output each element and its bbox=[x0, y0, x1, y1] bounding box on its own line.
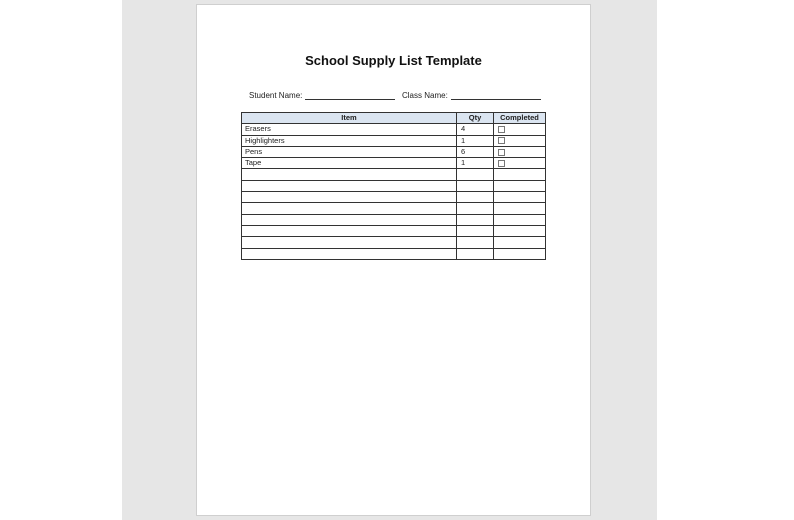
completed-checkbox[interactable] bbox=[498, 126, 505, 133]
item-cell[interactable] bbox=[242, 203, 457, 214]
table-row bbox=[242, 158, 546, 169]
item-cell: Tape bbox=[242, 158, 457, 169]
qty-cell: 1 bbox=[457, 135, 494, 146]
empty-table-row bbox=[242, 180, 546, 191]
class-name-label: Class Name: bbox=[402, 91, 448, 100]
item-cell[interactable] bbox=[242, 214, 457, 225]
item-cell[interactable] bbox=[242, 248, 457, 259]
document-page bbox=[196, 4, 591, 516]
qty-cell[interactable] bbox=[457, 248, 494, 259]
class-name-field bbox=[402, 91, 541, 100]
completed-checkbox[interactable] bbox=[498, 149, 505, 156]
qty-cell[interactable] bbox=[457, 225, 494, 236]
header-item: Item bbox=[242, 113, 457, 124]
item-cell[interactable] bbox=[242, 237, 457, 248]
student-name-label: Student Name: bbox=[249, 91, 303, 100]
item-cell[interactable] bbox=[242, 169, 457, 180]
qty-cell[interactable] bbox=[457, 214, 494, 225]
class-name-blank[interactable] bbox=[451, 91, 541, 100]
item-cell: Highlighters bbox=[242, 135, 457, 146]
completed-cell[interactable] bbox=[494, 237, 546, 248]
item-cell[interactable] bbox=[242, 180, 457, 191]
completed-cell[interactable] bbox=[494, 169, 546, 180]
completed-cell[interactable] bbox=[494, 180, 546, 191]
empty-table-row bbox=[242, 203, 546, 214]
supply-table bbox=[241, 112, 546, 260]
qty-cell[interactable] bbox=[457, 169, 494, 180]
student-name-blank[interactable] bbox=[305, 91, 395, 100]
completed-checkbox[interactable] bbox=[498, 137, 505, 144]
completed-cell bbox=[494, 158, 546, 169]
qty-cell[interactable] bbox=[457, 203, 494, 214]
empty-table-row bbox=[242, 225, 546, 236]
empty-table-row bbox=[242, 248, 546, 259]
empty-table-row bbox=[242, 237, 546, 248]
empty-table-row bbox=[242, 214, 546, 225]
table-header-row bbox=[242, 113, 546, 124]
completed-cell bbox=[494, 124, 546, 135]
item-cell[interactable] bbox=[242, 192, 457, 203]
header-completed: Completed bbox=[494, 113, 546, 124]
header-qty: Qty bbox=[457, 113, 494, 124]
completed-cell[interactable] bbox=[494, 192, 546, 203]
item-cell: Erasers bbox=[242, 124, 457, 135]
completed-cell bbox=[494, 146, 546, 157]
qty-cell: 4 bbox=[457, 124, 494, 135]
qty-cell[interactable] bbox=[457, 192, 494, 203]
page-title: School Supply List Template bbox=[305, 53, 482, 68]
item-cell: Pens bbox=[242, 146, 457, 157]
qty-cell: 1 bbox=[457, 158, 494, 169]
table-row bbox=[242, 146, 546, 157]
empty-table-row bbox=[242, 169, 546, 180]
qty-cell: 6 bbox=[457, 146, 494, 157]
completed-cell[interactable] bbox=[494, 248, 546, 259]
item-cell[interactable] bbox=[242, 225, 457, 236]
table-row bbox=[242, 135, 546, 146]
completed-cell[interactable] bbox=[494, 225, 546, 236]
empty-table-row bbox=[242, 192, 546, 203]
completed-cell bbox=[494, 135, 546, 146]
table-row bbox=[242, 124, 546, 135]
qty-cell[interactable] bbox=[457, 237, 494, 248]
completed-cell[interactable] bbox=[494, 214, 546, 225]
student-name-field bbox=[249, 91, 395, 100]
completed-cell[interactable] bbox=[494, 203, 546, 214]
completed-checkbox[interactable] bbox=[498, 160, 505, 167]
qty-cell[interactable] bbox=[457, 180, 494, 191]
